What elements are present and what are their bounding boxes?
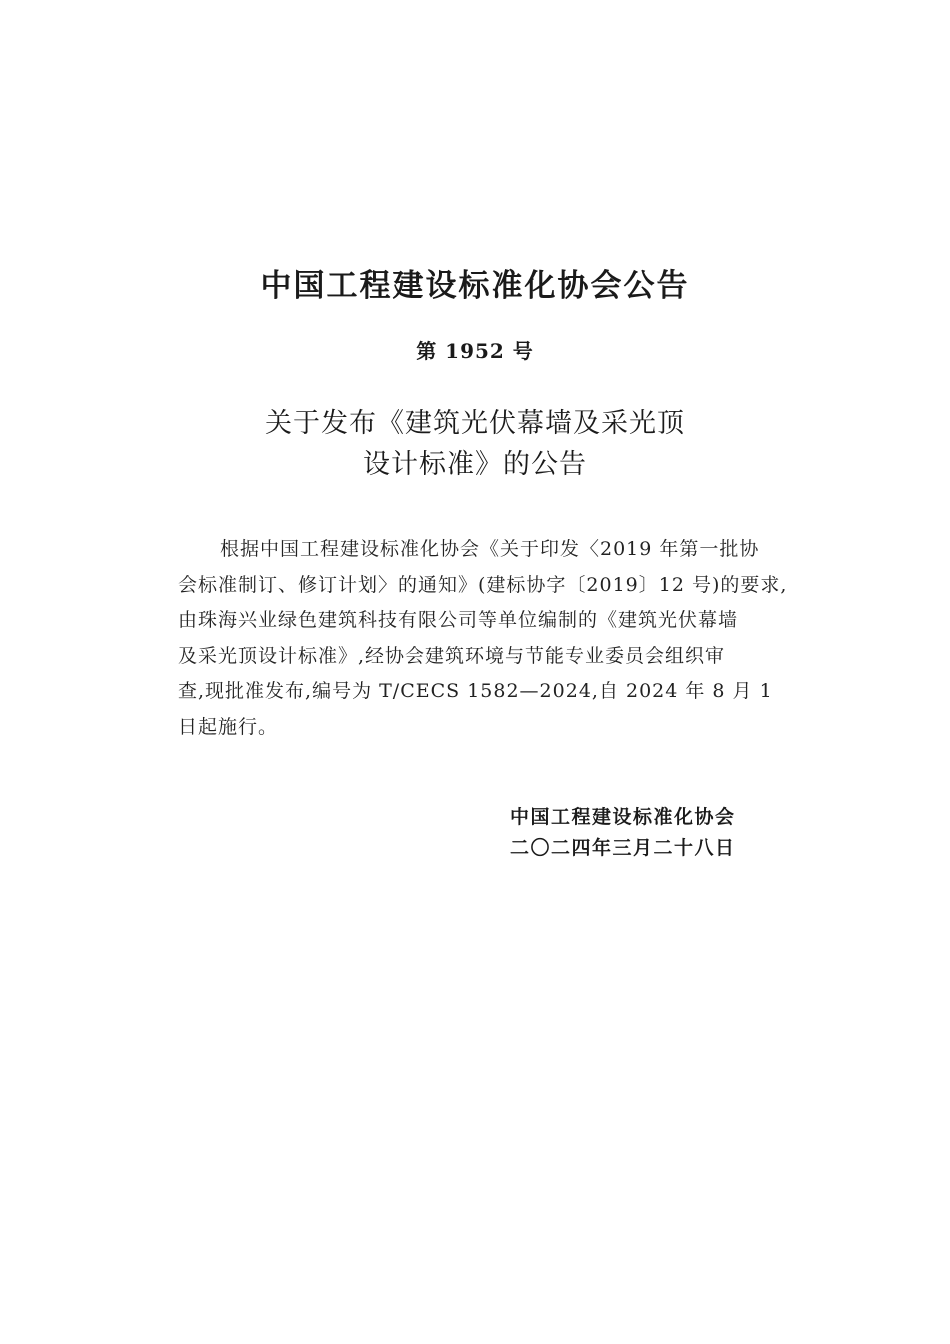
signature-date: 二〇二四年三月二十八日 — [510, 837, 736, 859]
announcement-body — [178, 532, 802, 745]
body-line-5: 查,现批准发布,编号为 T/CECS 1582—2024,自 2024 年 8 月 1 — [178, 680, 773, 702]
body-line-6: 日起施行。 — [178, 715, 279, 738]
body-line-3: 由珠海兴业绿色建筑科技有限公司等单位编制的《建筑光伏幕墙 — [178, 609, 739, 631]
announcement-number: 第 1952 号 — [416, 339, 534, 363]
signature-block — [510, 802, 736, 864]
subject-line-1: 关于发布《建筑光伏幕墙及采光顶 — [265, 408, 685, 439]
announcement-subject — [0, 403, 950, 485]
body-line-4: 及采光顶设计标准》,经协会建筑环境与节能专业委员会组织审 — [178, 644, 726, 667]
subject-line-2: 设计标准》的公告 — [363, 449, 587, 480]
announcement-header: 中国工程建设标准化协会公告 — [260, 268, 690, 304]
body-line-1: 根据中国工程建设标准化协会《关于印发〈2019 年第一批协 — [220, 538, 760, 560]
signature-organization: 中国工程建设标准化协会 — [510, 806, 736, 828]
body-line-2: 会标准制订、修订计划〉的通知》(建标协字〔2019〕12 号)的要求, — [178, 573, 788, 596]
